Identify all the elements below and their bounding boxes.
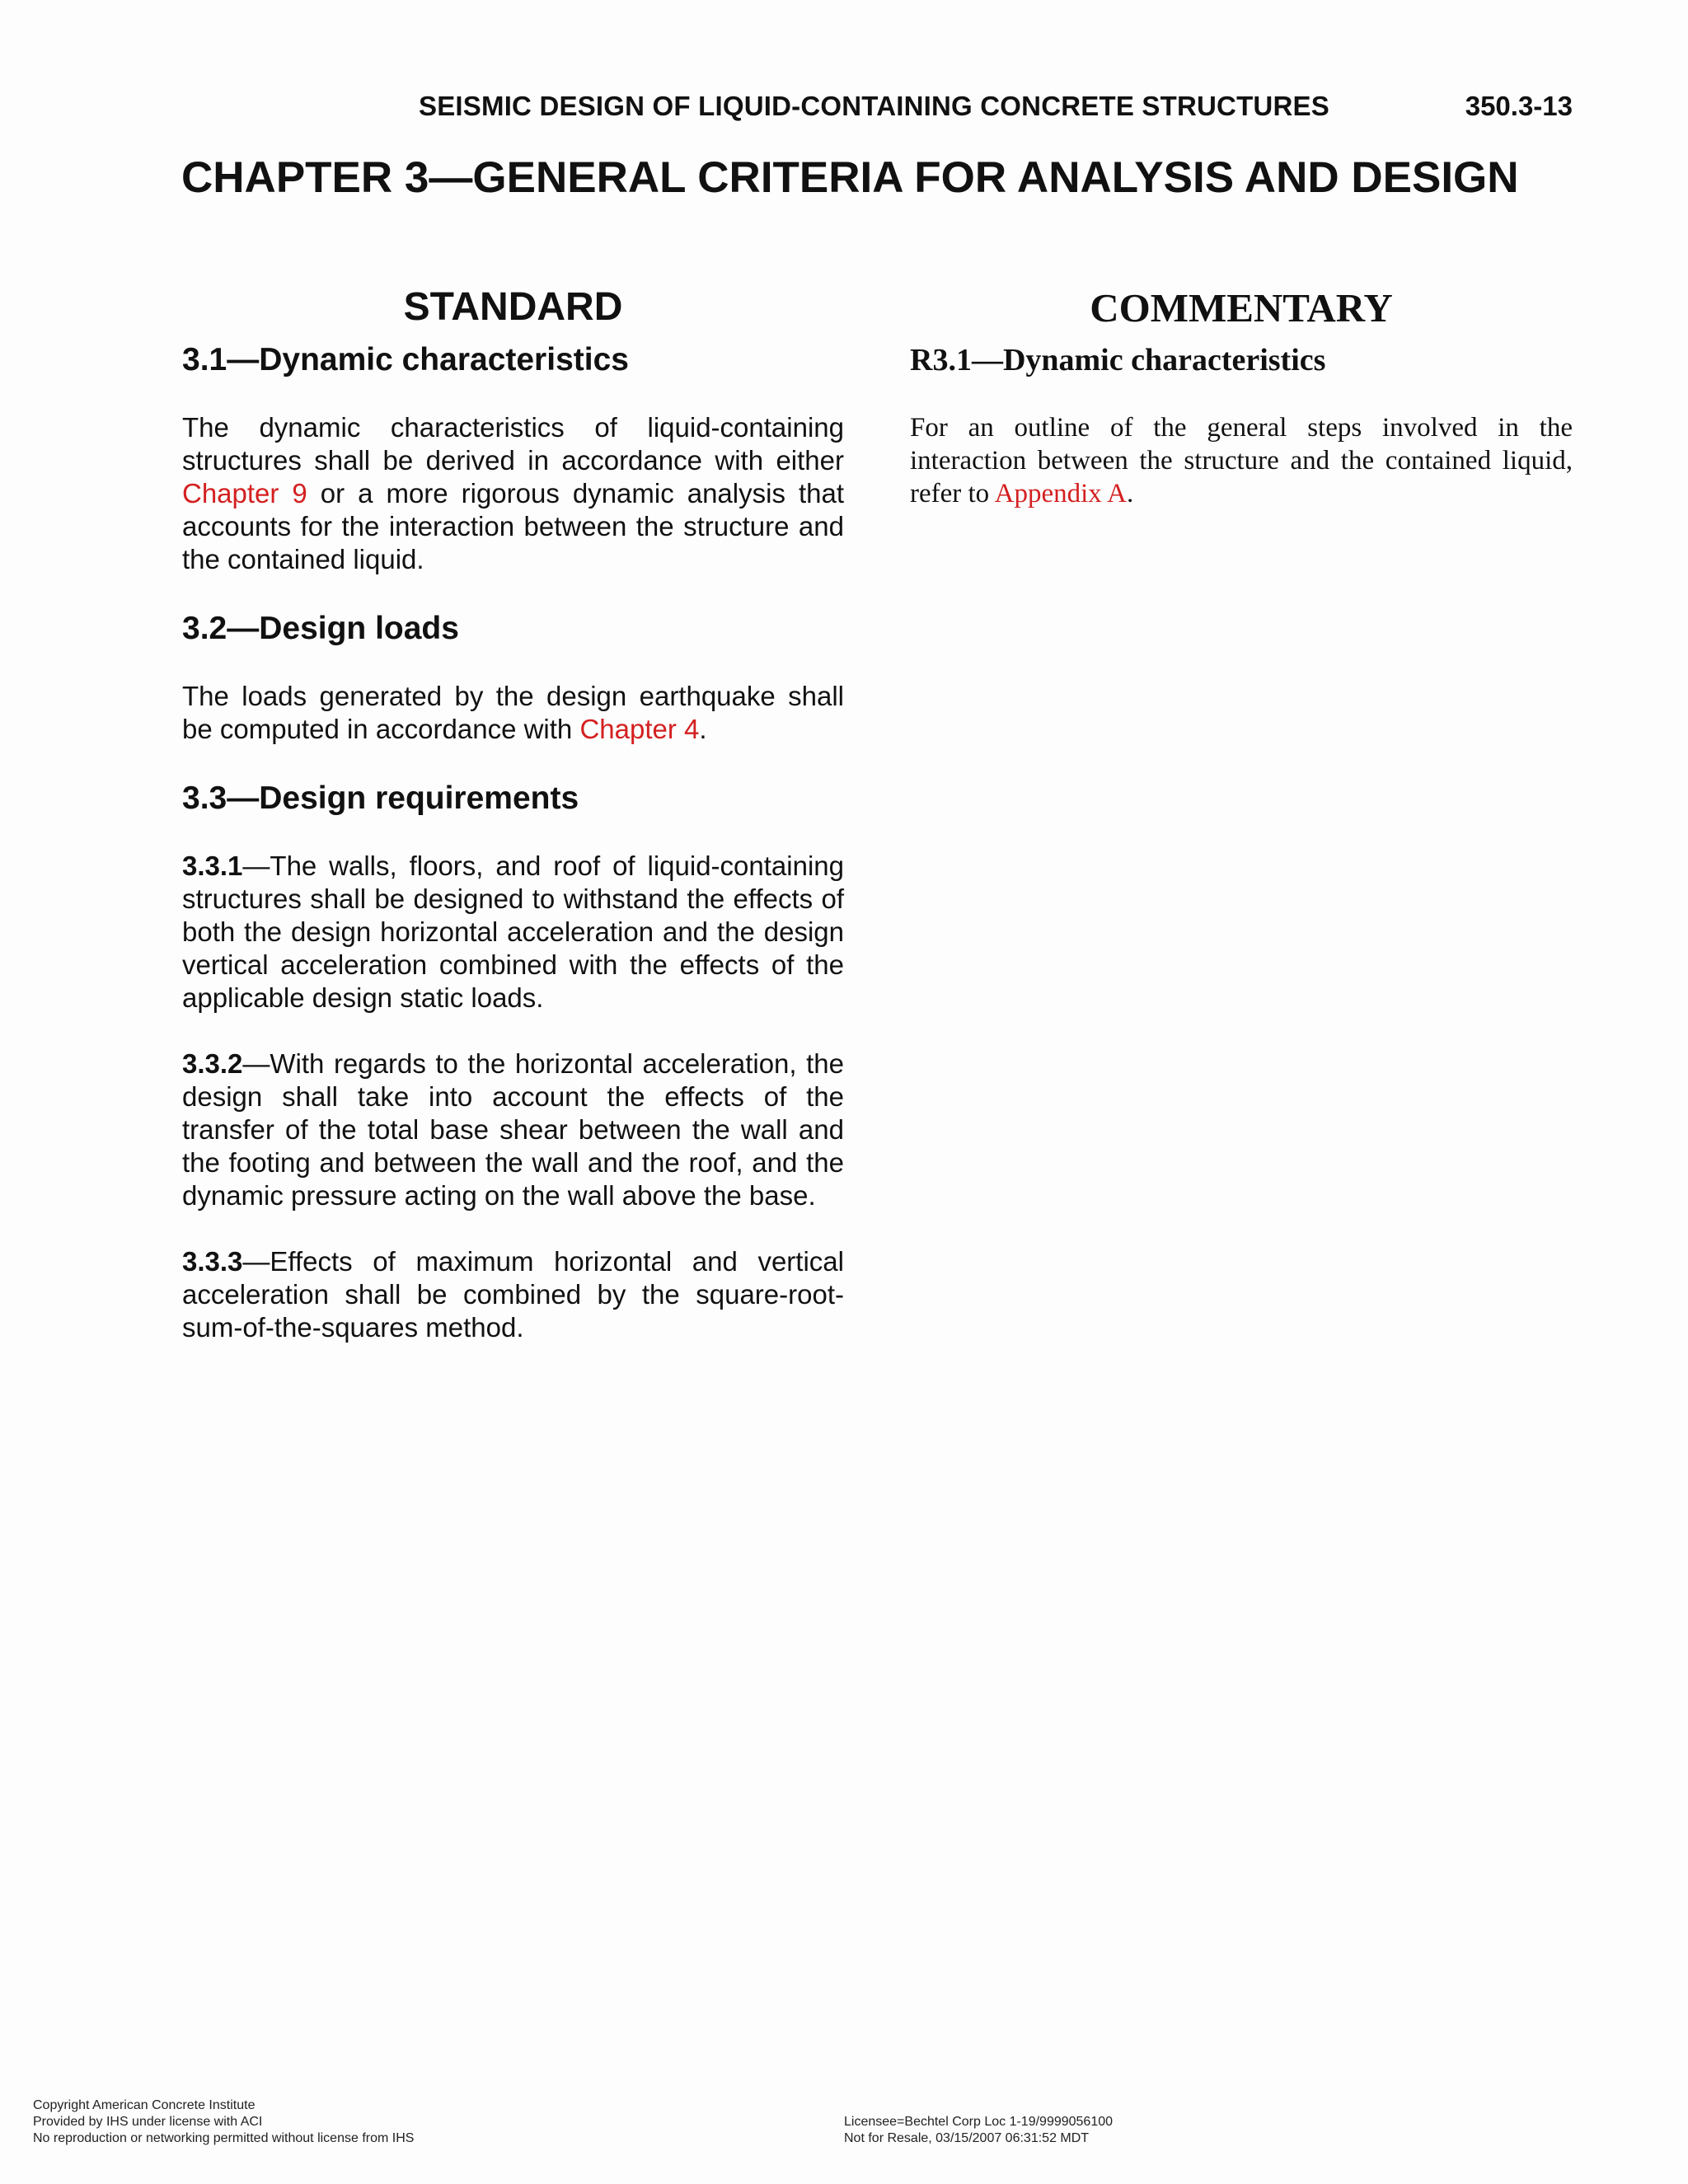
- paragraph-3-3-3: 3.3.3—Effects of maximum horizontal and vertical acceleration shall be combined by the square-root-sum-of-the-squares method.: [182, 1246, 844, 1343]
- section-3-2-text: The loads generated by the design earthquake shall be computed in accordance with Chapter 4.: [182, 681, 844, 744]
- section-r3-1-text: For an outline of the general steps involved in the interaction between the structure and the contained liquid, refer to Appendix A.: [910, 413, 1573, 509]
- page-number: 350.3-13: [1465, 91, 1573, 121]
- footer-line: Copyright American Concrete Institute: [33, 2098, 256, 2112]
- footer-license: [844, 2114, 1113, 2147]
- clause-number: 3.3.3: [182, 1246, 243, 1277]
- standard-heading: STANDARD: [403, 285, 623, 329]
- section-3-1-text: The dynamic characteristics of liquid-containing structures shall be derived in accordance with either Chapter 9 or a more rigorous dynamic analysis that accounts for the interaction between the structure and the contained liquid.: [182, 412, 844, 574]
- footer-copyright: [33, 2097, 414, 2147]
- chapter-9-link[interactable]: Chapter 9: [182, 478, 307, 509]
- running-title: SEISMIC DESIGN OF LIQUID-CONTAINING CONCRETE STRUCTURES: [419, 91, 1329, 121]
- section-3-3-title: 3.3—Design requirements: [182, 780, 579, 816]
- standard-column: [182, 284, 844, 1344]
- chapter-title: CHAPTER 3—GENERAL CRITERIA FOR ANALYSIS AND DESIGN: [181, 153, 1519, 202]
- paragraph-3-3-2: 3.3.2—With regards to the horizontal acceleration, the design shall take into account the effects of the transfer of the total base shear between the wall and the footing and between the wall and the roof, and the dynamic pressure acting on the wall above the base.: [182, 1048, 844, 1211]
- footer-line: Provided by IHS under license with ACI: [33, 2115, 263, 2129]
- paragraph-3-3-1: 3.3.1—The walls, floors, and roof of liquid-containing structures shall be designed to withstand the effects of both the design horizontal acceleration and the design vertical acceleration combined with the effects of the applicable design static loads.: [182, 851, 844, 1013]
- section-3-1-title: 3.1—Dynamic characteristics: [182, 342, 629, 377]
- footer-line: No reproduction or networking permitted without license from IHS: [33, 2131, 415, 2145]
- section-r3-1-title: R3.1—Dynamic characteristics: [910, 343, 1326, 377]
- footer-line: Not for Resale, 03/15/2007 06:31:52 MDT: [844, 2131, 1090, 2145]
- chapter-4-link[interactable]: Chapter 4: [579, 714, 700, 744]
- commentary-column: [910, 284, 1573, 510]
- clause-number: 3.3.2: [182, 1048, 243, 1079]
- commentary-heading: COMMENTARY: [1090, 285, 1393, 330]
- appendix-a-link[interactable]: Appendix A: [994, 479, 1128, 509]
- section-3-2-title: 3.2—Design loads: [182, 611, 459, 646]
- footer-line: Licensee=Bechtel Corp Loc 1-19/9999056100: [844, 2115, 1114, 2129]
- clause-number: 3.3.1: [182, 851, 243, 881]
